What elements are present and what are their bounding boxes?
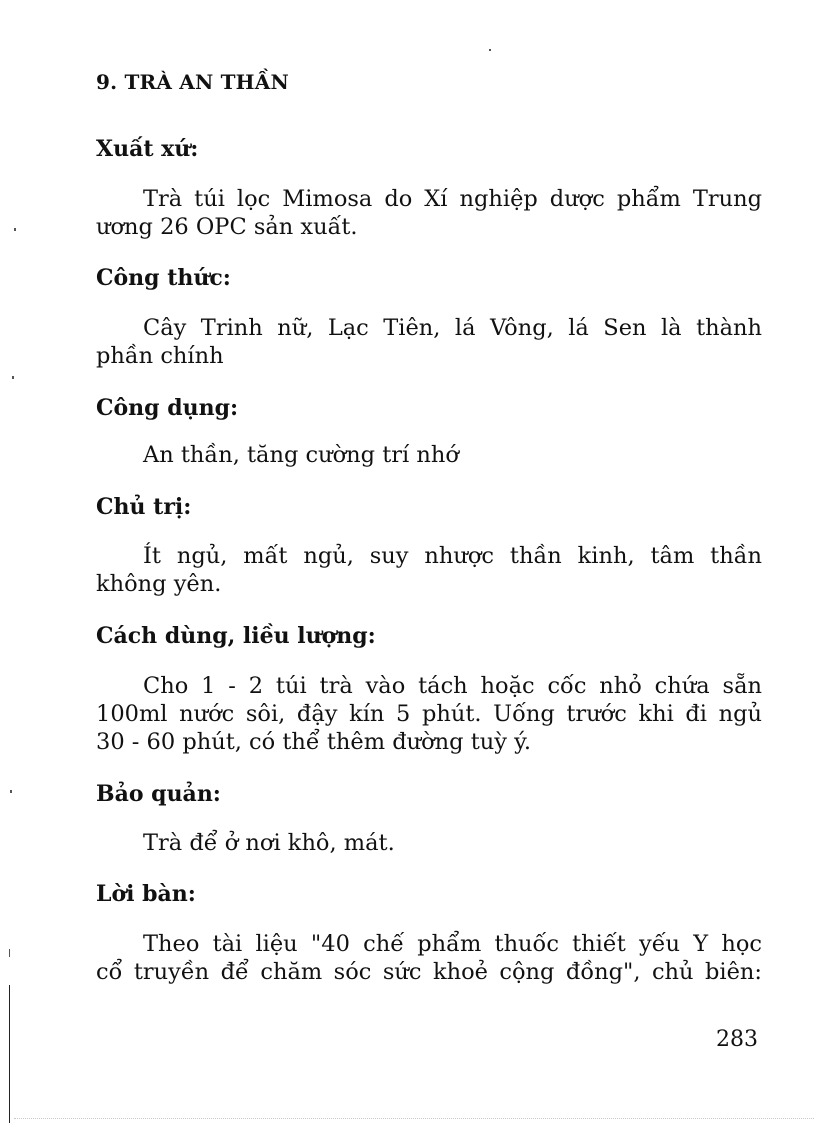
scan-margin-line <box>9 985 10 1123</box>
paragraph-line: Trà túi lọc Mimosa do Xí nghiệp dược phẩm Trung <box>143 186 762 212</box>
paragraph-line: Theo tài liệu "40 chế phẩm thuốc thiết yếu Y học <box>143 931 762 957</box>
scan-speck <box>489 49 491 51</box>
paragraph-line: phần chính <box>96 343 224 369</box>
paragraph-line: Trà để ở nơi khô, mát. <box>143 830 395 856</box>
section-heading-formula: Công thức: <box>96 265 231 291</box>
section-body-origin <box>96 185 762 241</box>
paragraph-line: Ít ngủ, mất ngủ, suy nhược thần kinh, tâm thần <box>143 543 762 569</box>
section-heading-commentary: Lời bàn: <box>96 881 196 907</box>
section-body-commentary <box>96 930 762 986</box>
scan-speck <box>14 228 16 231</box>
scan-speck <box>10 790 12 793</box>
section-body-dosage <box>96 672 762 756</box>
section-heading-origin: Xuất xứ: <box>96 136 199 162</box>
scan-bottom-edge <box>14 1118 814 1119</box>
page-number: 283 <box>716 1027 758 1052</box>
page-title: 9. TRÀ AN THẦN <box>96 70 289 94</box>
section-body-uses <box>96 441 762 469</box>
section-heading-dosage: Cách dùng, liều lượng: <box>96 623 376 649</box>
scan-speck <box>12 376 14 379</box>
section-body-formula <box>96 314 762 370</box>
paragraph-line: Cho 1 - 2 túi trà vào tách hoặc cốc nhỏ chứa sẵn <box>143 673 762 699</box>
paragraph-line: Cây Trinh nữ, Lạc Tiên, lá Vông, lá Sen là thành <box>143 315 762 341</box>
paragraph-line: 100ml nước sôi, đậy kín 5 phút. Uống trước khi đi ngủ <box>96 701 762 727</box>
section-body-indications <box>96 542 762 598</box>
section-heading-uses: Công dụng: <box>96 395 239 421</box>
scan-speck <box>9 949 10 957</box>
paragraph-line: cổ truyền để chăm sóc sức khoẻ cộng đồng", chủ biên: <box>96 959 762 985</box>
section-body-storage <box>96 829 762 857</box>
paragraph-line: 30 - 60 phút, có thể thêm đường tuỳ ý. <box>96 729 531 755</box>
paragraph-line: ương 26 OPC sản xuất. <box>96 214 358 240</box>
paragraph-line: An thần, tăng cường trí nhớ <box>143 442 459 468</box>
section-heading-storage: Bảo quản: <box>96 781 221 807</box>
section-heading-indications: Chủ trị: <box>96 494 192 520</box>
paragraph-line: không yên. <box>96 571 222 597</box>
